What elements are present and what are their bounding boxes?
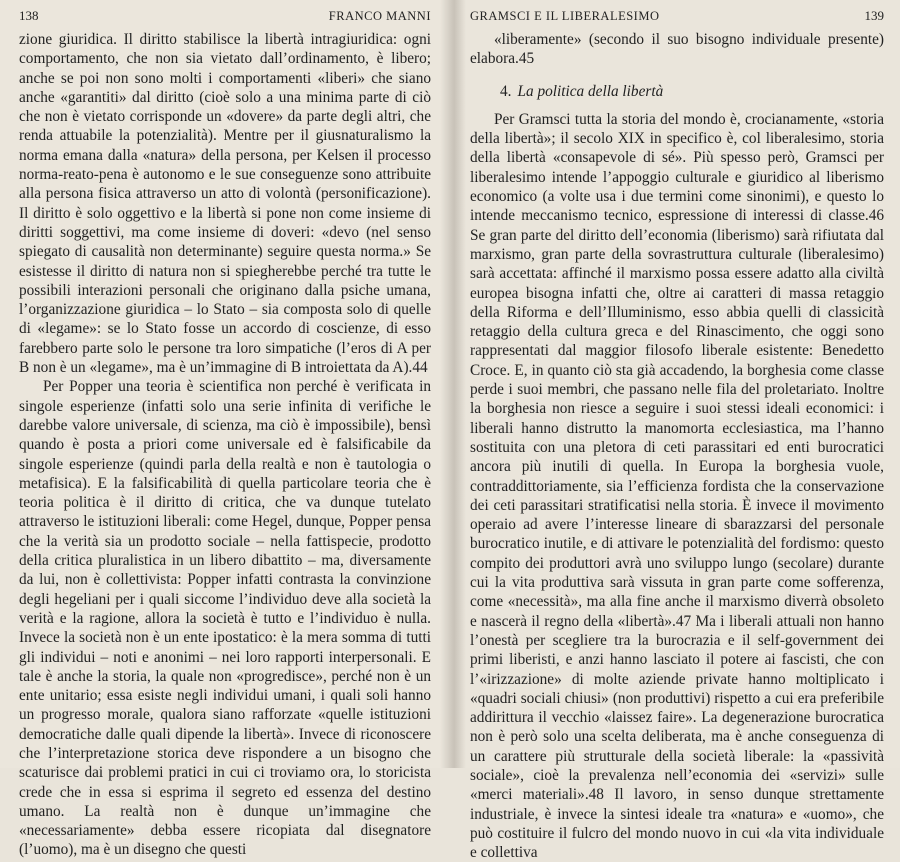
- paragraph: Per Popper una teoria è scientifica non perché è verificata in singole esperienze (infatti solo una serie infinita di verifiche le darebbe valore universale, di scienza, ma ciò è impossibile), bensì quando è posta a priori come universale ed è falsificabile da singole esperienze (quindi parla della realtà e non è tautologia o metafisica). E la falsificabilità di quella particolare teoria che è teoria politica è il diritto di critica, che va dunque tutelato attraverso le istituzioni liberali: come Hegel, dunque, Popper pensa che la verità sia un prodotto sociale – nella fattispecie, prodotto della critica pluralistica in un libero dibattito – ma, diversamente da lui, non è collettivista: Popper infatti contrasta la convinzione degli hegeliani per i quali siccome l’individuo deve alla società la verità e la ragione, allora la società è tutto e l’individuo è nulla. Invece la società non è un ente ipostatico: è la mera somma di tutti gli individui – noti e anonimi – nei loro rapporti interpersonali. E tale è anche la storia, la quale non «progredisce», perché non è un ente unitario; essa esiste negli individui umani, i quali soli hanno un progresso morale, qualora siano rafforzate «quelle istituzioni democratiche dalle quali dipende la libertà». Invece di riconoscere che l’interpretazione storica deve rispondere a un bisogno che scaturisce dai problemi pratici in cui ci troviamo ora, lo storicista crede che in essa si esprima il segreto ed essenza del destino umano. La realtà non è dunque un’immagine che «necessariamente» debba essere ricopiata dal disegnatore (l’uomo), ma è un disegno che questi: [19, 378, 431, 859]
- right-page-body: [470, 30, 884, 862]
- paragraph: zione giuridica. Il diritto stabilisce la libertà intragiuridica: ogni comportamento, che non sia vietato dall’ordinamento, è libero; anche se poi non sono molti i comportamenti «liberi» che siano anche «garantiti» dal diritto (cioè solo a una minima parte di ciò che non è vietato corrisponde un «dovere» da parte degli altri, che renda attuabile la potenzialità). Mentre per il giusnaturalismo la norma emana dalla «natura» della persona, per Kelsen il processo norma-reato-pena è autonomo e le sue conseguenze sono attribuite alla persona fisica attraverso un atto di volontà (personificazione). Il diritto è solo oggettivo e la libertà si pone non come insieme di diritti soggettivi, ma come insieme di doveri: «devo (nel senso spiegato di causalità non determinante) seguire questa norma.» Se esistesse il diritto di natura non si spiegherebbe perché tra tutte le possibili interazioni personali che originano dalla psiche umana, l’organizzazione giuridica – lo Stato – sia composta solo di quelle di «legame»: se lo Stato fosse un accordo di coscienze, di esso farebbero parte solo le persone tra loro simpatiche (l’eros di A per B non è un «legame», ma è un’immagine di B introiettata da A).44: [19, 31, 431, 377]
- page-number: 138: [19, 8, 39, 23]
- page-number: 139: [864, 8, 884, 23]
- running-head: GRAMSCI E IL LIBERALESIMO: [470, 9, 660, 23]
- section-number: 4.: [500, 82, 512, 100]
- section-title: La politica della libertà: [517, 82, 664, 100]
- left-page-body: [19, 30, 431, 860]
- left-page-header: [19, 0, 431, 24]
- paragraph: «liberamente» (secondo il suo bisogno individuale presente) elabora.45: [470, 31, 884, 68]
- right-page-header: [470, 0, 884, 24]
- left-page: [0, 0, 450, 859]
- running-head: FRANCO MANNI: [328, 9, 431, 23]
- section-heading: [500, 82, 884, 101]
- paragraph: Per Gramsci tutta la storia del mondo è, crocianamente, «storia della libertà»; il secolo XIX in specifico è, col liberalesimo, storia della libertà «consapevole di sé». Più spesso però, Gramsci per liberalesimo intende l’appoggio culturale e giuridico al liberismo economico (a volte usa i due termini come sinonimi), e questo lo intende meccanismo tecnico, espressione di interessi di classe.46 Se gran parte del diritto dell’economia (liberismo) sarà rifiutata dal marxismo, gran parte della sovrastruttura culturale (liberalesimo) sarà accettata: affinché il marxismo possa essere adatto alla civiltà europea bisogna infatti che, oltre ai caratteri di massa retaggio della Riforma e dell’Illuminismo, esso abbia quelli di classicità retaggio della cultura greca e del Rinascimento, che oggi sono rappresentati dal maggior filosofo liberale esistente: Benedetto Croce. E, in quanto ciò sta già accadendo, la borghesia come classe perde i suoi membri, che passano nelle fila del proletariato. Inoltre la borghesia non riesce a seguire i suoi stessi ideali economici: i liberali hanno distrutto la manomorta ecclesiastica, ma l’hanno sostituita con una pletora di ceti parassitari ed enti burocratici ancora più inutili di quella. In Europa la borghesia vuole, contraddittoriamente, sia l’efficienza fordista che la conservazione dei ceti parassitari stratificatisi nella storia. È invece il movimento operaio ad avere l’interesse lineare di sbarazzarsi del personale burocratico inutile, e di attivare le potenzialità del fordismo: questo compito dei produttori avrà uno sviluppo lungo (secolare) durante cui la vita produttiva sarà vissuta in gran parte come sofferenza, come «necessità», ma alla fine anche il marxismo diverrà obsoleto e nascerà il regno della «libertà».47 Ma i liberali attuali non hanno l’onestà per scegliere tra la burocrazia e il self-government dei primi liberisti, e anzi hanno lasciato il potere ai fascisti, che con l’«irizzazione» di molte aziende private hanno moltiplicato i «quadri sociali chiusi» (non produttivi) rispetto a cui era preferibile addirittura il vecchio «laissez faire». La degenerazione burocratica non è però solo una scelta deliberata, ma è anche conseguenza di un carattere più strutturale della società liberale: la «passività sociale», cioè la prevalenza nell’economia dei «servizi» sulle «merci materiali».48 Il lavoro, in senso dunque strettamente industriale, è invece la sintesi ideale tra «natura» e «uomo», che può costituire il fulcro del mondo nuovo in cui «la vita individuale e collettiva: [470, 110, 884, 862]
- right-page: [450, 0, 900, 862]
